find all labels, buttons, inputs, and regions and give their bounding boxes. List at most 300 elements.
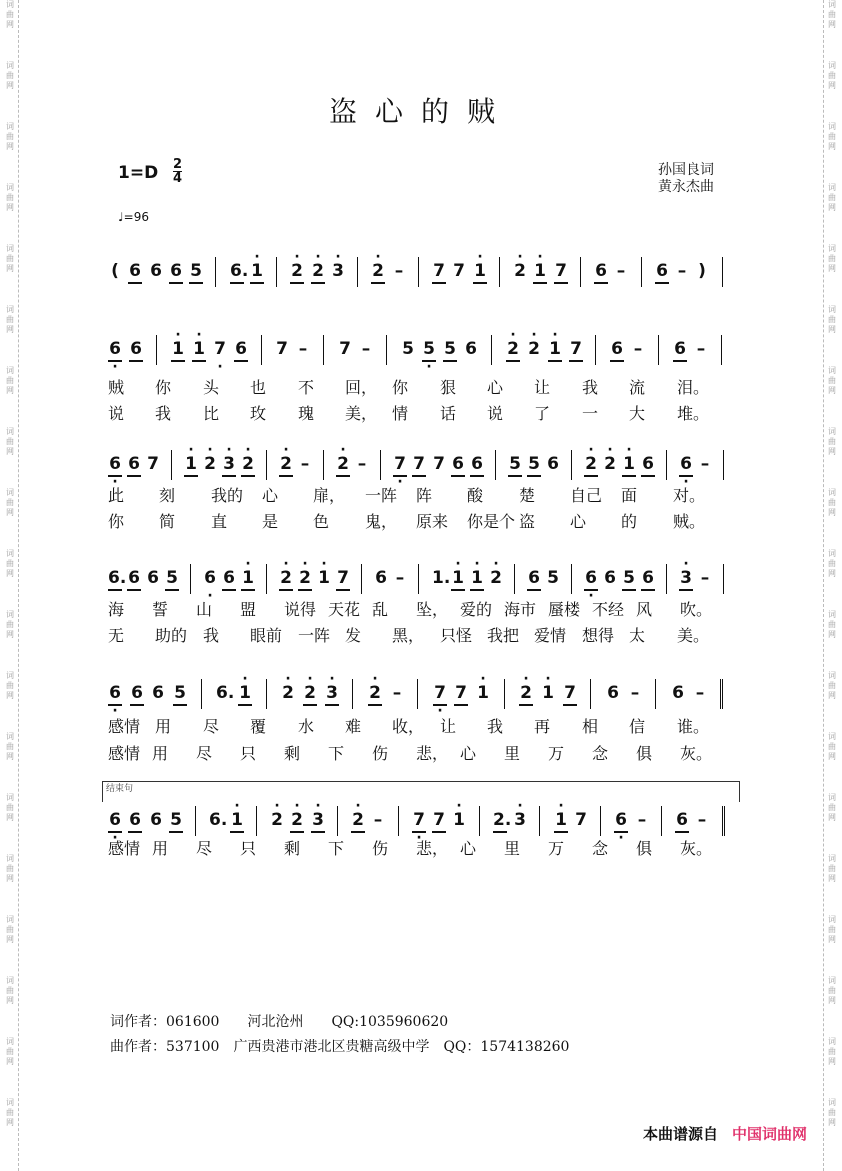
note: 5: [402, 339, 414, 359]
lyric-word: 玫: [250, 404, 267, 423]
watermark-text: 词 曲 网: [828, 671, 836, 700]
note: 6: [150, 261, 162, 281]
lyric-word: 贼。: [673, 512, 706, 531]
watermark-text: 词 曲 网: [6, 488, 14, 517]
note: –: [373, 810, 383, 830]
composer-credit: 黄永杰曲: [658, 179, 714, 195]
note: 6: [152, 683, 164, 703]
note: –: [700, 454, 710, 474]
watermark-text: 词 曲 网: [828, 366, 836, 395]
source-credit: [643, 1123, 807, 1144]
watermark-text: 词 曲 网: [828, 976, 836, 1005]
lyric-word: 瑰: [298, 404, 315, 423]
barline: [580, 257, 581, 287]
watermark-text: 词 曲 网: [828, 61, 836, 90]
note: 6: [674, 339, 686, 359]
note: · 7: [433, 683, 447, 703]
note: 7: [575, 810, 587, 830]
note: 6: [128, 568, 140, 588]
note: 6: [235, 339, 247, 359]
lyricist-credit: 孙国良词: [658, 162, 714, 178]
lyric-line: [108, 741, 742, 763]
note: 6: [471, 454, 483, 474]
note: 7: [276, 339, 288, 359]
note: –: [392, 683, 402, 703]
lyric-word: 盟: [240, 600, 257, 619]
note: 6: [595, 261, 607, 281]
lyric-word: 刻: [159, 486, 176, 505]
lyric-word: 色: [313, 512, 330, 531]
meter-bottom: 4: [173, 171, 183, 186]
note: –: [700, 568, 710, 588]
note: · 2: [279, 568, 293, 588]
barline: [658, 335, 659, 365]
note: · 1: [451, 568, 465, 588]
note: ): [698, 261, 706, 281]
note: –: [633, 339, 643, 359]
meter-top: 2: [173, 157, 183, 172]
song-title: 盗心的贼: [328, 95, 513, 128]
barline: [323, 450, 324, 480]
lyric-word: 万: [548, 744, 565, 763]
barline: [514, 564, 515, 594]
composer-info: 曲作者：537100 广西贵港市港北区贵糖高级中学 QQ：1574138260: [110, 1039, 570, 1055]
barline: [641, 257, 642, 287]
lyric-word: 下: [328, 744, 345, 763]
note: 6: [131, 683, 143, 703]
barline: [171, 450, 172, 480]
lyric-word: 一阵: [365, 486, 398, 505]
barline: [361, 564, 362, 594]
lyric-word: 我: [155, 404, 172, 423]
note: –: [696, 339, 706, 359]
lyric-word: 说得: [284, 600, 317, 619]
note: · 6: [108, 454, 122, 474]
lyric-word: 里: [504, 744, 521, 763]
lyric-word: 悲，: [416, 839, 449, 858]
lyric-word: 灰。: [680, 744, 713, 763]
lyric-word: 原来: [416, 512, 449, 531]
note: · 3: [513, 810, 527, 830]
lyric-word: 悲，: [416, 744, 449, 763]
note: · 6: [203, 568, 217, 588]
lyric-word: 你: [155, 378, 172, 397]
lyric-word: 让: [534, 378, 551, 397]
coda-label: 结束句: [106, 784, 134, 794]
note: · 7: [213, 339, 227, 359]
lyric-word: 剩: [284, 744, 301, 763]
lyric-word: 我: [487, 717, 504, 736]
barline: [600, 806, 601, 836]
watermark-text: 词 曲 网: [6, 1037, 14, 1066]
watermark-text: 词 曲 网: [6, 976, 14, 1005]
watermark-text: 词 曲 网: [828, 488, 836, 517]
note: · 6: [679, 454, 693, 474]
watermark-text: 词 曲 网: [828, 183, 836, 212]
note: · 1: [241, 568, 255, 588]
watermark-text: 词 曲 网: [6, 122, 14, 151]
note: –: [637, 810, 647, 830]
lyric-word: 剩: [284, 839, 301, 858]
watermark-text: 词 曲 网: [6, 549, 14, 578]
barline: [418, 564, 419, 594]
watermark-text: 词 曲 网: [828, 244, 836, 273]
lyric-word: 尽: [203, 717, 220, 736]
lyric-word: 心: [262, 486, 279, 505]
lyric-word: 相: [582, 717, 599, 736]
note: 5: [444, 339, 456, 359]
note: · 2: [489, 568, 503, 588]
lyric-word: 我把: [487, 626, 520, 645]
lyricist-info: 词作者：061600 河北沧州 QQ:1035960620: [110, 1014, 449, 1030]
lyric-word: 难: [345, 717, 362, 736]
watermark-text: 词 曲 网: [6, 732, 14, 761]
watermark-text: 词 曲 网: [6, 427, 14, 456]
lyric-line: [108, 375, 742, 397]
barline: [720, 679, 723, 709]
lyric-line: [108, 483, 742, 505]
note: 5: [547, 568, 559, 588]
lyric-word: 黑，: [392, 626, 425, 645]
note: –: [695, 683, 705, 703]
barline: [261, 335, 262, 365]
watermark-text: 词 曲 网: [828, 549, 836, 578]
lyric-word: 话: [440, 404, 457, 423]
lyric-word: 狠: [440, 378, 457, 397]
note: 6: [676, 810, 688, 830]
lyric-word: 我: [582, 378, 599, 397]
note: –: [395, 568, 405, 588]
lyric-word: 简: [159, 512, 176, 531]
note: · 1: [452, 810, 466, 830]
note: 7: [337, 568, 349, 588]
watermark-text: 词 曲 网: [6, 793, 14, 822]
lyric-word: 心: [460, 744, 477, 763]
note: 7: [433, 810, 445, 830]
note: 6: [465, 339, 477, 359]
watermark-text: 词 曲 网: [6, 244, 14, 273]
lyric-line: [108, 714, 742, 736]
lyric-word: 乱: [372, 600, 389, 619]
note: · 3: [222, 454, 236, 474]
note: · 1: [238, 683, 252, 703]
barline: [190, 564, 191, 594]
barline: [595, 335, 596, 365]
lyric-word: 贼: [108, 378, 125, 397]
watermark-text: 词 曲 网: [828, 305, 836, 334]
note: 6: [375, 568, 387, 588]
note: · 1: [476, 683, 490, 703]
note: 6: [656, 261, 668, 281]
lyric-word: 只: [240, 744, 257, 763]
lyric-word: 谁。: [677, 717, 710, 736]
watermark-text: 词 曲 网: [828, 1098, 836, 1127]
note: 7: [555, 261, 567, 281]
lyric-word: 只怪: [440, 626, 473, 645]
note: 5: [623, 568, 635, 588]
note: 7: [453, 261, 465, 281]
time-signature: [173, 158, 182, 185]
barline: [722, 257, 723, 287]
lyric-line: [108, 836, 742, 858]
lyric-word: 坠，: [416, 600, 449, 619]
note: 6.: [216, 683, 235, 703]
barline: [201, 679, 202, 709]
note: · 7: [412, 810, 426, 830]
note: · 1: [541, 683, 555, 703]
note: · 2: [270, 810, 284, 830]
note: –: [357, 454, 367, 474]
note: 7: [433, 454, 445, 474]
note: 7: [564, 683, 576, 703]
lyric-word: 说: [108, 404, 125, 423]
lyric-word: 尽: [196, 839, 213, 858]
note: · 1: [192, 339, 206, 359]
barline: [156, 335, 157, 365]
lyric-word: 山: [196, 600, 213, 619]
lyric-word: 誓: [152, 600, 169, 619]
watermark-text: 词 曲 网: [6, 61, 14, 90]
barline: [590, 679, 591, 709]
note: 6: [528, 568, 540, 588]
note: 5: [190, 261, 202, 281]
lyric-word: 你: [392, 378, 409, 397]
watermark-text: 词 曲 网: [6, 366, 14, 395]
lyric-word: 面: [621, 486, 638, 505]
note: 6.: [108, 568, 127, 588]
lyric-word: 覆: [250, 717, 267, 736]
note: –: [616, 261, 626, 281]
note: 6: [642, 454, 654, 474]
barline: [479, 806, 480, 836]
note: · 7: [393, 454, 407, 474]
note: –: [361, 339, 371, 359]
note: · 1: [622, 454, 636, 474]
note: 2.: [493, 810, 512, 830]
watermark-text: 词 曲 网: [828, 0, 836, 29]
watermark-text: 词 曲 网: [828, 793, 836, 822]
lyric-word: 眼前: [250, 626, 283, 645]
note: · 2: [506, 339, 520, 359]
note: –: [394, 261, 404, 281]
barline: [491, 335, 492, 365]
note: –: [630, 683, 640, 703]
lyric-word: 万: [548, 839, 565, 858]
barline: [195, 806, 196, 836]
lyric-word: 念: [592, 744, 609, 763]
lyric-word: 灰。: [680, 839, 713, 858]
lyric-word: 盗: [519, 512, 536, 531]
watermark-text: 词 曲 网: [828, 122, 836, 151]
note: · 2: [336, 454, 350, 474]
barline: [655, 679, 656, 709]
note: 6: [611, 339, 623, 359]
lyric-word: 感情: [108, 717, 141, 736]
note: 7: [147, 454, 159, 474]
note: · 3: [331, 261, 345, 281]
lyric-word: 直: [211, 512, 228, 531]
lyric-word: 爱情: [534, 626, 567, 645]
barline: [276, 257, 277, 287]
note: · 2: [303, 683, 317, 703]
lyric-word: 也: [250, 378, 267, 397]
lyric-word: 泪。: [677, 378, 710, 397]
note: · 2: [311, 261, 325, 281]
watermark-text: 词 曲 网: [6, 0, 14, 29]
barline: [380, 450, 381, 480]
note: 6: [452, 454, 464, 474]
note: 6: [607, 683, 619, 703]
lyric-word: 念: [592, 839, 609, 858]
lyric-word: 回，: [345, 378, 378, 397]
barline: [266, 564, 267, 594]
note: 7: [570, 339, 582, 359]
lyric-line: [108, 623, 742, 645]
note: 1.: [432, 568, 451, 588]
note: · 2: [203, 454, 217, 474]
lyric-word: 阵: [416, 486, 433, 505]
source-brand[interactable]: 中国词曲网: [731, 1125, 807, 1143]
lyric-word: 海市: [504, 600, 537, 619]
note: · 2: [368, 683, 382, 703]
note: 6: [147, 568, 159, 588]
note: 5: [509, 454, 521, 474]
lyric-word: 心: [487, 378, 504, 397]
note: · 6: [614, 810, 628, 830]
note: · 2: [281, 683, 295, 703]
watermark-text: 词 曲 网: [828, 854, 836, 883]
lyric-word: 吹。: [680, 600, 713, 619]
lyric-word: 让: [440, 717, 457, 736]
lyric-word: 大: [629, 404, 646, 423]
music-line: [108, 562, 742, 594]
lyric-word: 对。: [673, 486, 706, 505]
watermark-text: 词 曲 网: [828, 1037, 836, 1066]
coda-box: [102, 781, 740, 802]
note: · 2: [527, 339, 541, 359]
note: · 3: [679, 568, 693, 588]
lyric-word: 俱: [636, 839, 653, 858]
note: –: [300, 454, 310, 474]
music-line: [108, 448, 742, 480]
watermark-text: 词 曲 网: [6, 915, 14, 944]
note: 5: [170, 810, 182, 830]
lyric-word: 发: [345, 626, 362, 645]
lyric-word: 尽: [196, 744, 213, 763]
barline: [666, 450, 667, 480]
note: · 1: [533, 261, 547, 281]
barline: [504, 679, 505, 709]
lyric-word: 比: [203, 404, 220, 423]
music-line: [108, 255, 742, 287]
watermark-text: 词 曲 网: [828, 915, 836, 944]
key-signature: 1=D: [118, 163, 159, 183]
lyric-word: 助的: [155, 626, 188, 645]
note: 7: [433, 261, 445, 281]
note: · 6: [108, 339, 122, 359]
lyric-word: 你: [108, 512, 125, 531]
note: · 2: [279, 454, 293, 474]
lyric-word: 你是个: [467, 512, 516, 531]
lyric-line: [108, 509, 742, 531]
note: 6.: [209, 810, 228, 830]
lyric-word: 伤: [372, 744, 389, 763]
barline: [721, 335, 722, 365]
note: 5: [166, 568, 178, 588]
note: (: [111, 261, 119, 281]
note: · 2: [584, 454, 598, 474]
watermark-text: 词 曲 网: [828, 427, 836, 456]
note: · 1: [250, 261, 264, 281]
watermark-text: 词 曲 网: [828, 610, 836, 639]
note: 7: [455, 683, 467, 703]
note: 6: [150, 810, 162, 830]
note: · 1: [473, 261, 487, 281]
lyric-word: 酸: [467, 486, 484, 505]
note: 5: [528, 454, 540, 474]
lyric-word: 信: [629, 717, 646, 736]
lyric-word: 天花: [328, 600, 361, 619]
note: · 2: [241, 454, 255, 474]
lyric-word: 用: [155, 717, 172, 736]
note: 6: [604, 568, 616, 588]
lyric-word: 太: [629, 626, 646, 645]
note: 6: [642, 568, 654, 588]
barline: [661, 806, 662, 836]
lyric-word: 无: [108, 626, 125, 645]
lyric-word: 的: [621, 512, 638, 531]
note: 6.: [230, 261, 249, 281]
note: · 2: [603, 454, 617, 474]
barline: [357, 257, 358, 287]
watermark-text: 词 曲 网: [6, 183, 14, 212]
lyric-word: 美，: [345, 404, 378, 423]
music-line: [108, 333, 742, 365]
note: 6: [129, 261, 141, 281]
lyric-word: 此: [108, 486, 125, 505]
note: · 6: [584, 568, 598, 588]
barline: [499, 257, 500, 287]
lyric-word: 蜃楼: [548, 600, 581, 619]
note: 7: [413, 454, 425, 474]
note: · 1: [554, 810, 568, 830]
note: · 1: [230, 810, 244, 830]
note: · 5: [422, 339, 436, 359]
lyric-word: 里: [504, 839, 521, 858]
barline: [539, 806, 540, 836]
lyric-word: 扉，: [313, 486, 346, 505]
lyric-word: 心: [570, 512, 587, 531]
music-line: [108, 677, 742, 709]
barline: [386, 335, 387, 365]
barline: [323, 335, 324, 365]
watermark-text: 词 曲 网: [6, 305, 14, 334]
lyric-word: 美。: [677, 626, 710, 645]
watermark-text: 词 曲 网: [6, 1098, 14, 1127]
note: · 2: [290, 261, 304, 281]
note: · 6: [108, 810, 122, 830]
note: 6: [129, 810, 141, 830]
source-label: 本曲谱源自: [642, 1125, 718, 1143]
lyric-word: 再: [534, 717, 551, 736]
note: · 1: [317, 568, 331, 588]
lyric-word: 感情: [108, 839, 141, 858]
note: –: [677, 261, 687, 281]
lyric-word: 不: [298, 378, 315, 397]
lyric-word: 收，: [392, 717, 425, 736]
lyric-word: 俱: [636, 744, 653, 763]
note: · 2: [298, 568, 312, 588]
